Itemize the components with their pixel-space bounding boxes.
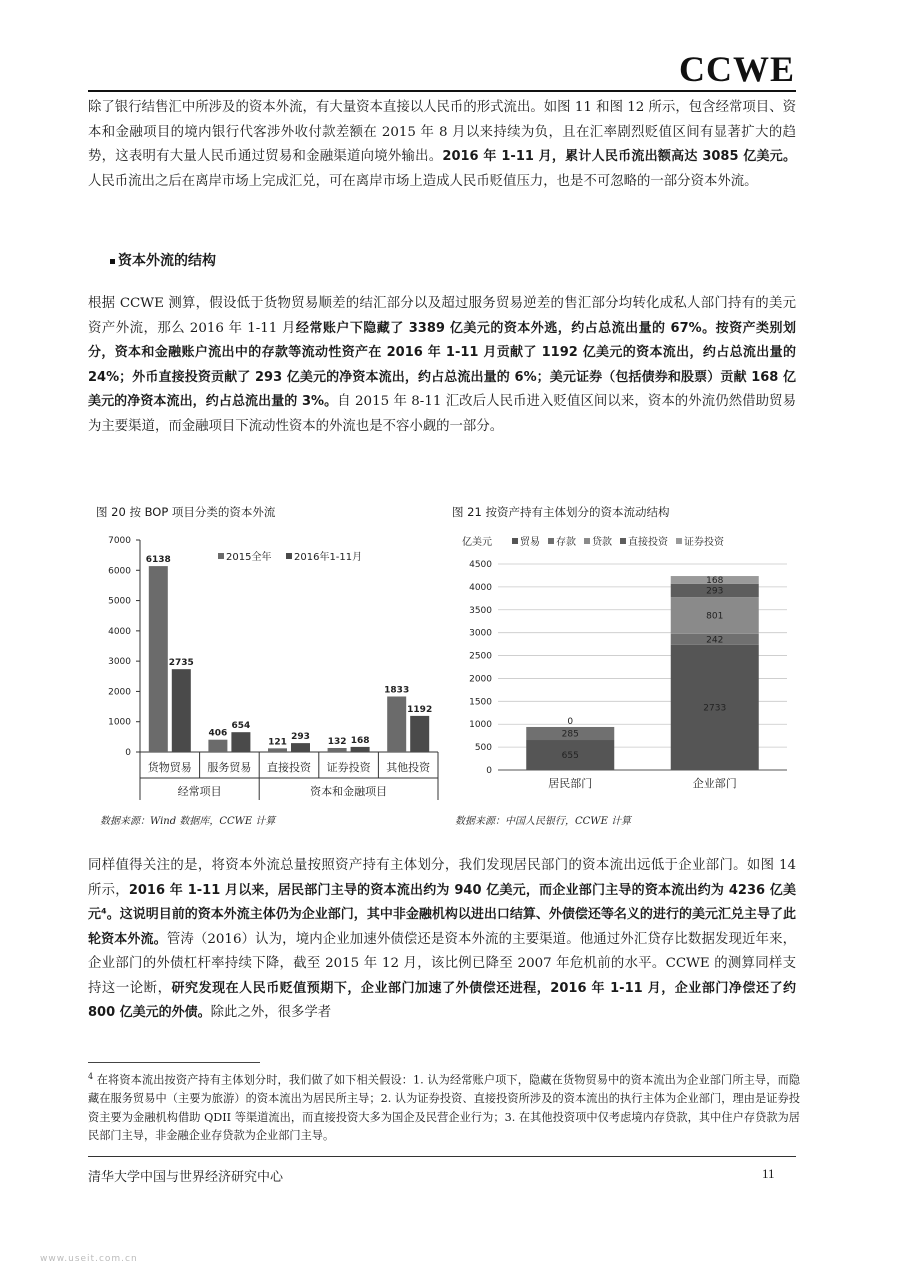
p3-bold-2: 研究发现在人民币贬值预期下，企业部门加速了外债偿还进程，2016 年 1-11 月，企业部门净偿还了约 800 亿美元的外债。: [88, 980, 796, 1020]
p1-bold-1: 2016 年 1-11 月，累计人民币流出额高达 3085 亿美元。: [442, 149, 797, 164]
legend-swatch: [548, 538, 554, 544]
y-tick-label: 5000: [108, 596, 131, 607]
y-tick-label: 2000: [469, 674, 492, 685]
bar-value-label: 1833: [384, 685, 410, 696]
segment-value-label: 242: [706, 635, 724, 646]
bar-value-label: 293: [291, 732, 310, 743]
y-tick-label: 0: [125, 748, 131, 758]
page-number: 11: [762, 1166, 775, 1181]
fig20-caption: 图 20 按 BOP 项目分类的资本外流: [96, 505, 276, 519]
legend-label: 贸易: [520, 537, 540, 548]
segment-value-label: 293: [706, 586, 724, 597]
header-rule: [88, 90, 796, 92]
bar-证券投资-2016年1-11月: [351, 747, 370, 752]
bar-服务贸易-2015全年: [208, 740, 227, 752]
y-tick-label: 3000: [108, 657, 131, 668]
bar-value-label: 121: [268, 737, 287, 748]
bar-value-label: 406: [208, 728, 228, 739]
y-tick-label: 0: [486, 766, 492, 776]
y-tick-label: 3500: [469, 605, 492, 616]
p3-text-2: 管涛（2016）认为，境内企业加速外债偿还是资本外流的主要渠道。他通过外汇贷存比数据发现近年来，企业部门的外债杠杆率持续下降，截至 2015 年 12 月，该比例已降至 2007 年危机前的水平。CCWE 的测算同样支持这一论断，: [88, 931, 796, 996]
bullet-square-icon: [110, 259, 115, 264]
x-category-label: 服务贸易: [207, 761, 252, 774]
legend-label: 存款: [556, 537, 576, 548]
segment-value-label: 285: [561, 729, 579, 740]
y-tick-label: 4000: [469, 582, 492, 593]
fig21-source: 数据来源：中国人民银行，CCWE 计算: [455, 816, 632, 827]
paragraph-rmb-outflow: [88, 96, 796, 194]
p2-text-1: 根据 CCWE 测算，假设低于货物贸易顺差的结汇部分以及超过服务贸易逆差的售汇部分均转化成私人部门持有的美元资产外流，那么 2016 年 1-11 月: [88, 296, 796, 336]
bar-value-label: 132: [327, 737, 347, 748]
footer-rule: [88, 1156, 796, 1157]
y-tick-label: 4500: [469, 560, 492, 570]
x-category-label: 证券投资: [326, 761, 371, 774]
segment-value-label: 0: [567, 716, 574, 727]
bar-货物贸易-2015全年: [149, 566, 168, 752]
p1-text-2: 人民币流出之后在离岸市场上完成汇兑，可在离岸市场上造成人民币贬值压力，也是不可忽略的一部分资本外流。: [88, 173, 758, 189]
bar-直接投资-2015全年: [268, 748, 287, 752]
bar-货物贸易-2016年1-11月: [172, 669, 191, 752]
p3-text-1: 同样值得关注的是，将资本外流总量按照资产持有主体划分，我们发现居民部门的资本流出远低于企业部门。如图 14 所示，: [88, 858, 796, 898]
x-category-label: 货物贸易: [147, 761, 192, 774]
bar-直接投资-2016年1-11月: [291, 743, 310, 752]
y-tick-label: 4000: [108, 626, 131, 637]
bar-证券投资-2015全年: [328, 748, 347, 752]
y-tick-label: 1500: [469, 697, 492, 708]
legend-label: 2016年1-11月: [294, 552, 363, 563]
x-category-label: 其他投资: [386, 761, 431, 774]
fig20-source: 数据来源：Wind 数据库，CCWE 计算: [100, 816, 276, 827]
p2-bold-1: 经常账户下隐藏了 3389 亿美元的资本外逃，约占总流出量的 67%。按资产类别划分，资本和金融账户流出中的存款等流动性资产在 2016 年 1-11 月贡献了 1192 亿美元的资本流出，约占总流出量的 24%；外币直接投资贡献了 293 亿美元的净资本流出，约占总流出量的 6%；美元证券（包括债券和股票）贡献 168 亿美元的净资本流出，约占总流出量的 3%。: [88, 320, 796, 409]
segment-value-label: 2733: [703, 703, 727, 714]
watermark: www.useit.com.cn: [40, 1254, 138, 1264]
group-label: 经常项目: [177, 785, 222, 798]
footnote: [88, 1068, 800, 1146]
fig20-chart: [88, 526, 448, 808]
legend-label: 贷款: [592, 537, 612, 548]
y-tick-label: 500: [474, 743, 492, 754]
y-tick-label: 2500: [469, 651, 492, 662]
p3-text-3: 除此之外，很多学者: [210, 1005, 332, 1020]
legend-swatch: [218, 553, 224, 559]
group-label: 资本和金融项目: [310, 785, 388, 798]
x-category-label: 居民部门: [548, 777, 593, 790]
y-tick-label: 1000: [469, 720, 492, 731]
fig21-caption: 图 21 按资产持有主体划分的资本流动结构: [452, 505, 670, 519]
section-heading-text: 资本外流的结构: [118, 253, 216, 269]
legend-swatch: [620, 538, 626, 544]
legend-swatch: [286, 553, 292, 559]
bar-服务贸易-2016年1-11月: [231, 732, 250, 752]
footnote-text: 在将资本流出按资产持有主体划分时，我们做了如下相关假设：1. 认为经常账户项下，隐藏在货物贸易中的资本流出为企业部门所主导，而隐藏在服务贸易中（主要为旅游）的资本流出为居民所主导；2. 认为证券投资、直接投资所涉及的资本流出的执行主体为企业部门，理由是证券投资主要为金融机构借助 QDII 等渠道流出，而直接投资大多为国企及民营企业行为；3. 在其他投资项中仅考虑境内存贷款，其中住户存贷款为居民部门主导，非金融企业存贷款为企业部门主导。: [88, 1073, 801, 1143]
bar-value-label: 1192: [407, 704, 433, 715]
footnote-rule: [88, 1062, 260, 1063]
y-tick-label: 1000: [108, 717, 131, 728]
segment-value-label: 801: [706, 611, 724, 622]
y-tick-label: 7000: [108, 536, 131, 546]
y-axis-unit-label: 亿美元: [462, 537, 492, 548]
footer-organization: 清华大学中国与世界经济研究中心: [88, 1170, 284, 1185]
p3-bold-1: 2016 年 1-11 月以来，居民部门主导的资本流出约为 940 亿美元，而企业部门主导的资本流出约为 4236 亿美元⁴。这说明目前的资本外流主体仍为企业部门，其中非金融机构以进出口结算、外债偿还等名义的进行的美元汇兑主导了此轮资本外流。: [88, 882, 797, 947]
bar-value-label: 2735: [168, 658, 194, 669]
bar-value-label: 654: [231, 721, 251, 732]
x-category-label: 直接投资: [267, 761, 311, 774]
legend-label: 直接投资: [628, 537, 668, 548]
legend-label: 证券投资: [684, 537, 724, 548]
paragraph-sector-split: [88, 854, 796, 1026]
legend-swatch: [584, 538, 590, 544]
legend-label: 2015全年: [226, 552, 272, 563]
fig21-chart: [452, 530, 797, 800]
bar-value-label: 168: [350, 735, 370, 746]
y-tick-label: 2000: [108, 687, 131, 698]
legend-swatch: [512, 538, 518, 544]
y-tick-label: 6000: [108, 566, 131, 577]
y-tick-label: 3000: [469, 628, 492, 639]
footnote-mark: 4: [88, 1072, 94, 1081]
legend-swatch: [676, 538, 682, 544]
p2-text-2: 自 2015 年 8-11 汇改后人民币进入贬值区间以来，资本的外流仍然借助贸易为主要渠道，而金融项目下流动性资本的外流也是不容小觑的一部分。: [88, 394, 796, 434]
bar-value-label: 6138: [145, 555, 171, 566]
segment-value-label: 168: [706, 575, 724, 586]
bar-其他投资-2015全年: [387, 696, 406, 752]
bar-其他投资-2016年1-11月: [410, 716, 429, 752]
section-heading: [110, 250, 216, 270]
x-category-label: 企业部门: [692, 777, 737, 790]
paragraph-outflow-structure: [88, 292, 796, 439]
p1-text-1: 除了银行结售汇中所涉及的资本外流，有大量资本直接以人民币的形式流出。如图 11 和图 12 所示，包含经常项目、资本和金融项目的境内银行代客涉外收付款差额在 2015 年 8 月以来持续为负，且在汇率剧烈贬值区间有显著扩大的趋势，这表明有大量人民币通过贸易和金融渠道向境外输出。: [88, 100, 796, 164]
ccwe-logo: CCWE: [678, 49, 795, 89]
segment-value-label: 655: [561, 751, 579, 762]
